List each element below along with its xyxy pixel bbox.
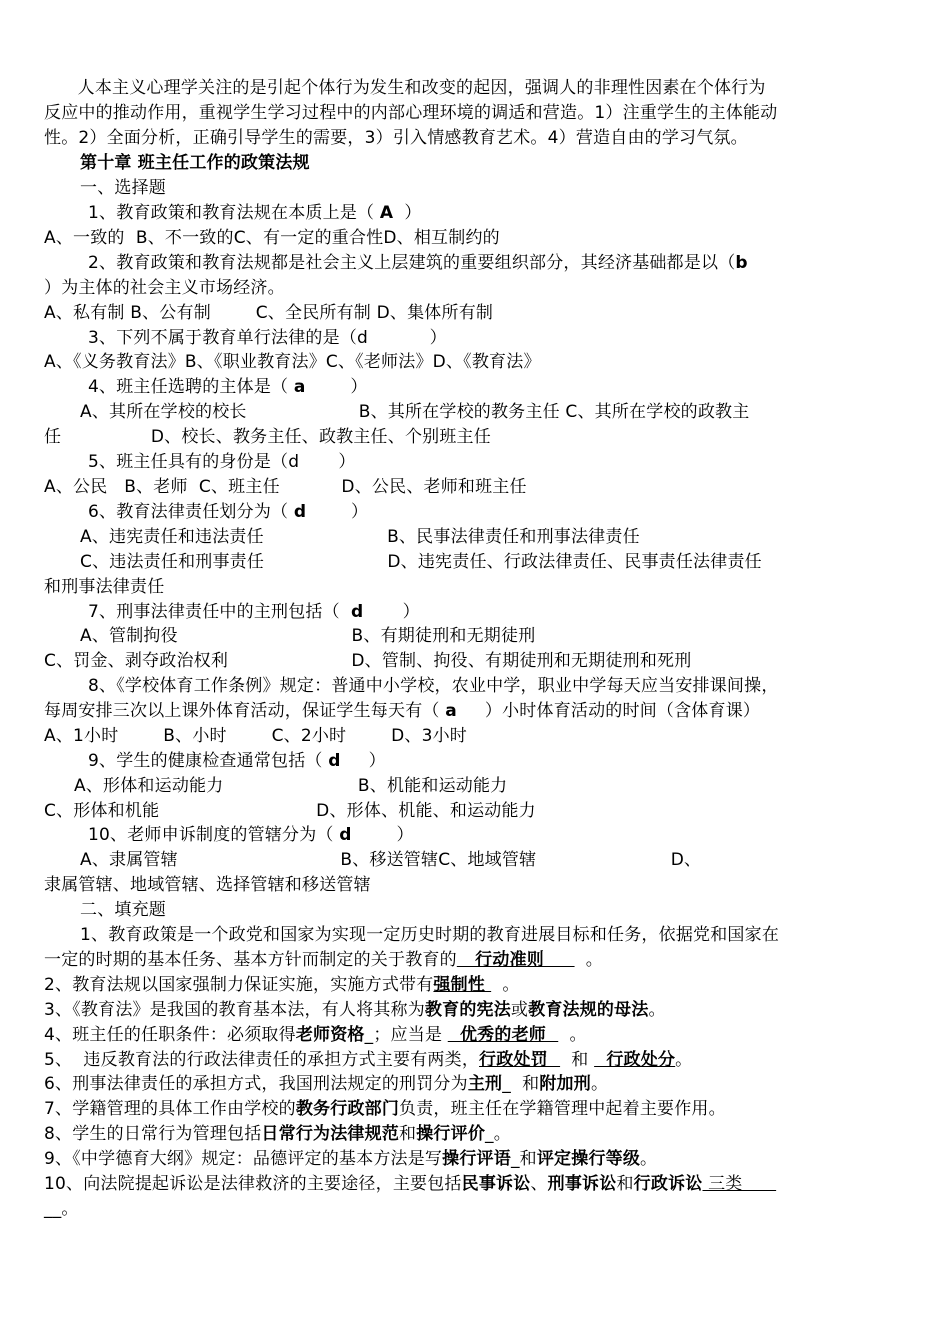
q3-stem: 3、下列不属于教育单行法律的是（d ） bbox=[88, 328, 447, 348]
chapter-title: 第十章 班主任工作的政策法规 bbox=[80, 153, 310, 173]
q6-options-1: A、违宪责任和违法责任 B、民事法律责任和刑事法律责任 bbox=[80, 527, 640, 547]
q4-options-2: 任 D、校长、教务主任、政教主任、个别班主任 bbox=[44, 427, 491, 447]
q3-options: A、《义务教育法》B、《职业教育法》C、《老师法》D、《教育法》 bbox=[44, 352, 541, 372]
intro-line-3: 性。2）全面分析，正确引导学生的需要，3）引入情感教育艺术。4）营造自由的学习气氛。 bbox=[44, 128, 748, 148]
q7-options-1: A、管制拘役 B、有期徒刑和无期徒刑 bbox=[80, 626, 536, 646]
q6-options-3: 和刑事法律责任 bbox=[44, 577, 165, 597]
intro-line-1: 人本主义心理学关注的是引起个体行为发生和改变的起因，强调人的非理性因素在个体行为 bbox=[44, 78, 766, 98]
f6-line: 6、刑事法律责任的承担方式，我国刑法规定的刑罚分为主刑_ 和附加刑。 bbox=[44, 1074, 609, 1094]
f10-line: 10、向法院提起诉讼是法律救济的主要途径，主要包括民事诉讼、刑事诉讼和行政诉讼 三类 bbox=[44, 1174, 777, 1194]
q10-stem: 10、老师申诉制度的管辖分为（ d ） bbox=[88, 825, 414, 845]
q6-options-2: C、违法责任和刑事责任 D、违宪责任、行政法律责任、民事责任法律责任 bbox=[80, 552, 762, 572]
section-choice-heading: 一、选择题 bbox=[80, 178, 166, 198]
q1-stem: 1、教育政策和教育法规在本质上是（ A ） bbox=[88, 203, 422, 223]
intro-line-2: 反应中的推动作用，重视学生学习过程中的内部心理环境的调适和营造。1）注重学生的主体能动 bbox=[44, 103, 778, 123]
f5-line: 5、 违反教育法的行政法律责任的承担方式主要有两类，行政处罚 和 行政处分。 bbox=[44, 1050, 693, 1070]
q8-stem-cont: 每周安排三次以上课外体育活动，保证学生每天有（ a ）小时体育活动的时间（含体育课） bbox=[44, 701, 761, 721]
q8-options: A、1小时 B、小时 C、2小时 D、3小时 bbox=[44, 726, 467, 746]
section-fill-heading: 二、填充题 bbox=[80, 900, 166, 920]
f7-line: 7、学籍管理的具体工作由学校的教务行政部门负责，班主任在学籍管理中起着主要作用。 bbox=[44, 1099, 726, 1119]
q10-options-1: A、隶属管辖 B、移送管辖C、地域管辖 D、 bbox=[80, 850, 702, 870]
q4-options-1: A、其所在学校的校长 B、其所在学校的教务主任 C、其所在学校的政教主 bbox=[80, 402, 750, 422]
q9-stem: 9、学生的健康检查通常包括（ d ） bbox=[88, 751, 386, 771]
q2-options: A、私有制 B、公有制 C、全民所有制 D、集体所有制 bbox=[44, 303, 494, 323]
f10-line-cont: __。 bbox=[44, 1199, 79, 1219]
q8-stem: 8、《学校体育工作条例》规定：普通中小学校，农业中学，职业中学每天应当安排课间操， bbox=[88, 676, 779, 696]
f1-line-1: 1、教育政策是一个政党和国家为实现一定历史时期的教育进展目标和任务，依据党和国家在 bbox=[80, 925, 780, 945]
q1-options: A、一致的 B、不一致的C、有一定的重合性D、相互制约的 bbox=[44, 228, 500, 248]
f3-line: 3、《教育法》是我国的教育基本法，有人将其称为教育的宪法或教育法规的母法。 bbox=[44, 1000, 666, 1020]
f2-line: 2、教育法规以国家强制力保证实施，实施方式带有强制性 。 bbox=[44, 975, 520, 995]
q7-stem: 7、刑事法律责任中的主刑包括（ d ） bbox=[88, 602, 420, 622]
q2-stem-cont: ）为主体的社会主义市场经济。 bbox=[44, 278, 285, 298]
q2-stem: 2、教育政策和教育法规都是社会主义上层建筑的重要组织部分，其经济基础都是以（b bbox=[88, 253, 748, 273]
q5-stem: 5、班主任具有的身份是（d ） bbox=[88, 452, 356, 472]
q9-options-1: A、形体和运动能力 B、机能和运动能力 bbox=[74, 776, 508, 796]
q5-options: A、公民 B、老师 C、班主任 D、公民、老师和班主任 bbox=[44, 477, 527, 497]
q9-options-2: C、形体和机能 D、形体、机能、和运动能力 bbox=[44, 801, 536, 821]
f8-line: 8、学生的日常行为管理包括日常行为法律规范和操行评价_。 bbox=[44, 1124, 511, 1144]
q6-stem: 6、教育法律责任划分为（ d ） bbox=[88, 502, 369, 522]
q10-options-2: 隶属管辖、地域管辖、选择管辖和移送管辖 bbox=[44, 875, 371, 895]
q7-options-2: C、罚金、剥夺政治权利 D、管制、拘役、有期徒刑和无期徒刑和死刑 bbox=[44, 651, 692, 671]
q4-stem: 4、班主任选聘的主体是（ a ） bbox=[88, 377, 368, 397]
f4-line: 4、班主任的任职条件：必须取得老师资格_；应当是 优秀的老师 。 bbox=[44, 1025, 587, 1045]
f9-line: 9、《中学德育大纲》规定：品德评定的基本方法是写操行评语_和评定操行等级。 bbox=[44, 1149, 658, 1169]
f1-line-2: 一定的时期的基本任务、基本方针而制定的关于教育的 行动准则 。 bbox=[44, 950, 603, 970]
